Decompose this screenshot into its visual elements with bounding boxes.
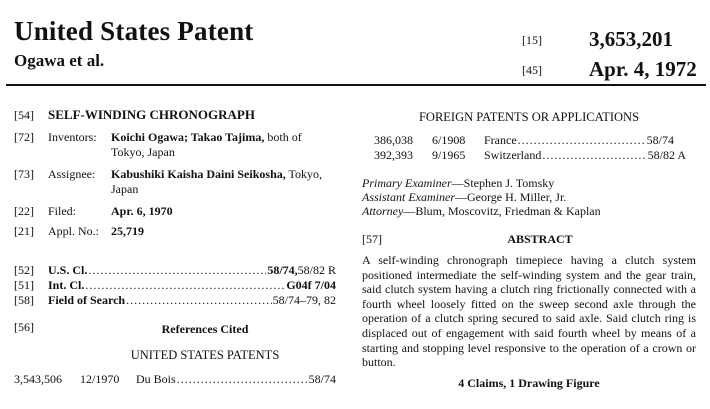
us-cl-value-rest: 58/82 R [297,263,336,277]
foreign-patents-heading: FOREIGN PATENTS OR APPLICATIONS [418,110,640,124]
inventors-row [14,130,97,145]
appl-label: Appl. No.: [48,224,99,238]
filed-value: Apr. 6, 1970 [111,204,173,218]
foreign-patent-class: 58/74 [646,133,674,147]
assignee-line1-rest: Tokyo, [285,167,323,181]
us-patent-class: 58/74 [308,372,336,386]
assignee-label: Assignee: [48,167,96,181]
filed-code: [22] [14,204,34,218]
us-patent-leader [177,372,308,387]
foreign-patent-date: 9/1965 [432,148,466,162]
foreign-patent-row [374,148,686,163]
inventor-short: Ogawa et al. [14,51,105,70]
abstract-heading: ABSTRACT [507,232,573,246]
abstract-code: [57] [362,232,382,246]
foreign-patent-leader [518,133,646,148]
inventors-code: [72] [14,130,34,144]
field-search-code: [58] [14,293,34,307]
inventors-label: Inventors: [48,130,97,144]
appl-value: 25,719 [111,224,144,238]
references-heading: References Cited [161,322,249,336]
us-patents-heading: UNITED STATES PATENTS [130,348,280,362]
us-patent-date: 12/1970 [80,372,120,386]
filed-row [14,204,76,219]
primary-examiner-label: Primary Examiner [362,176,452,190]
foreign-patent-row [374,133,674,148]
invention-code: [54] [14,108,34,122]
attorney-name: —Blum, Moscovitz, Friedman & Kaplan [403,204,601,218]
assistant-examiner-label: Assistant Examiner [362,190,455,204]
int-cl-label: Int. Cl. [48,278,85,292]
field-search-leader [126,293,272,308]
us-cl-value: 58/74, [267,263,298,277]
foreign-patent-date: 6/1908 [432,133,466,147]
assignee-value [111,167,322,182]
foreign-patent-class: 58/82 A [647,148,686,162]
header-rule [6,84,706,86]
appl-code: [21] [14,224,34,238]
foreign-patent-country: France [484,133,517,147]
int-cl-code: [51] [14,278,34,292]
primary-examiner-name: —Stephen J. Tomsky [451,176,555,190]
refs-code: [56] [14,320,34,334]
patent-number: 3,653,201 [589,27,673,51]
us-patent-name: Du Bois [136,372,176,386]
foreign-patent-number: 392,393 [374,148,413,162]
us-cl-leader [88,263,266,278]
foreign-patent-leader [542,148,646,163]
inventors-names: Koichi Ogawa; Takao Tajima, [111,130,265,144]
assignee-line2: Japan [111,182,139,196]
patent-date: Apr. 4, 1972 [589,57,697,81]
inventors-value [111,130,302,145]
assignee-row [14,167,95,182]
field-search-row [14,293,336,308]
int-cl-leader [85,278,285,293]
field-search-label: Field of Search [48,293,126,307]
document-title: United States Patent [14,16,254,46]
primary-examiner [362,176,554,191]
inventors-line1-rest: both of [264,130,302,144]
abstract-text: A self-winding chronograph timepiece having a clutch system positioned intermediate the self-winding system and the gear train, said clutch system having a clutch ring frictionally connected with a fourth wheel loosely fitted on the sweep second axle through the operation of a clutch spring secured to said axle. Said clutch ring is displaced out of engagement with said fourth wheel by means of a starting and stopping level responsive to the operation of a crown or button. [362,253,696,370]
patent-date-code: [45] [522,63,542,77]
int-cl-value: G04f 7/04 [286,278,336,292]
claims-summary: 4 Claims, 1 Drawing Figure [458,376,600,390]
us-cl-code: [52] [14,263,34,277]
assistant-examiner [362,190,566,205]
us-cl-label: U.S. Cl. [48,263,88,277]
appl-row [14,224,99,239]
inventors-line2: Tokyo, Japan [111,145,175,159]
assignee-name: Kabushiki Kaisha Daini Seikosha, [111,167,286,181]
assistant-examiner-name: —George H. Miller, Jr. [455,190,567,204]
us-cl-row [14,263,336,278]
invention-title-row [14,107,255,123]
us-patent-row [14,372,336,387]
field-search-value: 58/74–79, 82 [272,293,336,307]
patent-number-code: [15] [522,33,542,47]
attorney [362,204,601,219]
filed-label: Filed: [48,204,77,218]
foreign-patent-country: Switzerland [484,148,542,162]
attorney-label: Attorney [362,204,404,218]
foreign-patent-number: 386,038 [374,133,413,147]
us-patent-number: 3,543,506 [14,372,62,386]
int-cl-row [14,278,336,293]
invention-title: SELF-WINDING CHRONOGRAPH [48,107,255,122]
assignee-code: [73] [14,167,34,181]
